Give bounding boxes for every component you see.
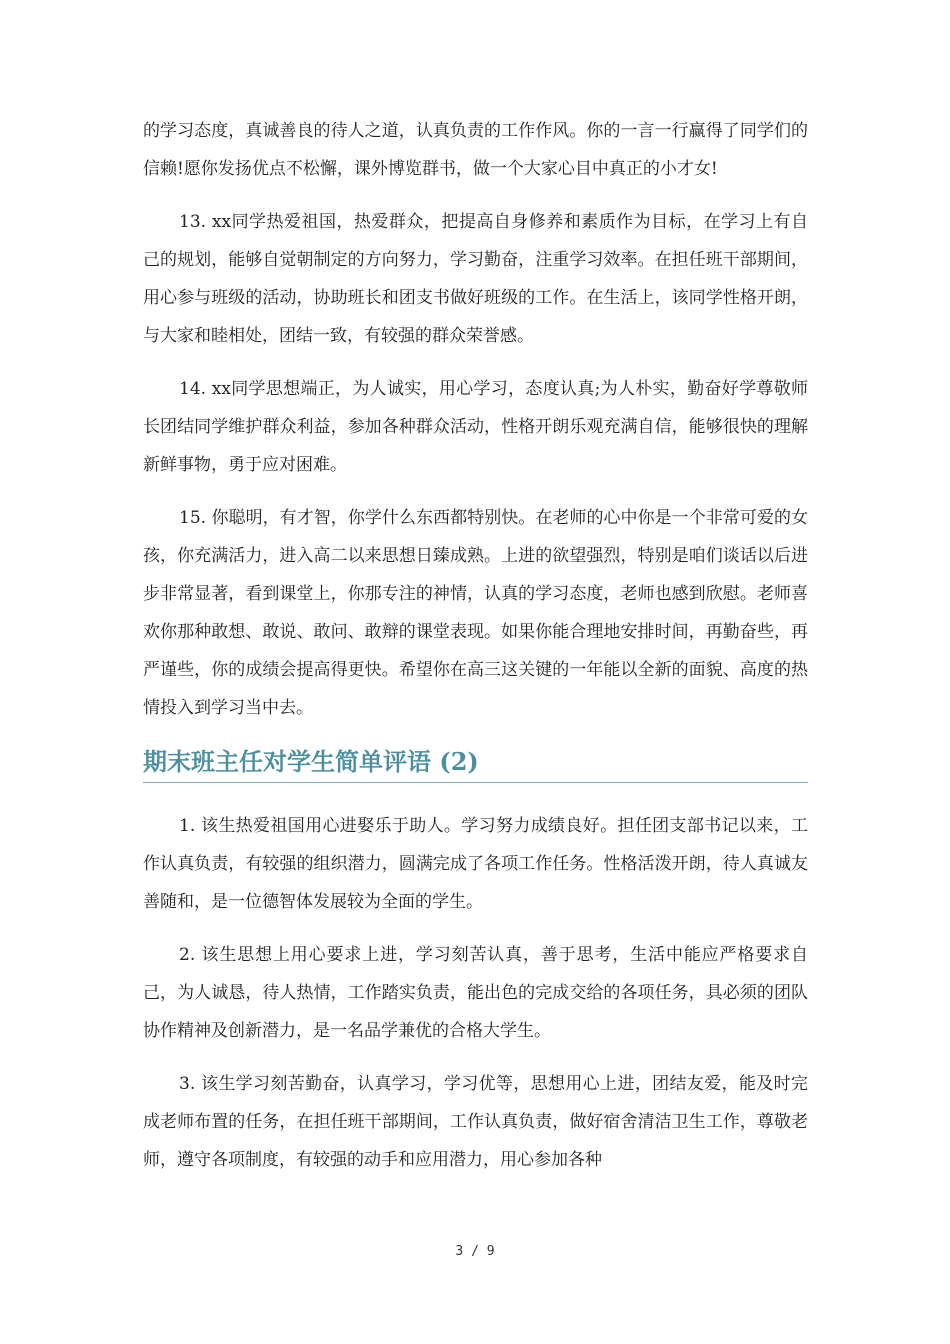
comment-item-2: 2. 该生思想上用心要求上进，学习刻苦认真，善于思考，生活中能应严格要求自己，为人诚恳，待人热情，工作踏实负责，能出色的完成交给的各项任务，具必须的团队协作精神及创新潜力，是一名品学兼优的合格大学生。 [143,945,808,1041]
comment-item-3: 3. 该生学习刻苦勤奋，认真学习，学习优等，思想用心上进，团结友爱，能及时完成老师布置的任务，在担任班干部期间，工作认真负责，做好宿舍清洁卫生工作，尊敬老师，遵守各项制度，有较强的动手和应用潜力，用心参加各种 [143,1074,808,1170]
section-heading: 期末班主任对学生简单评语 (2) [143,744,808,783]
page-content [143,112,808,1194]
comment-item-15: 15. 你聪明，有才智，你学什么东西都特别快。在老师的心中你是一个非常可爱的女孩，你充满活力，进入高二以来思想日臻成熟。上进的欲望强烈，特别是咱们谈话以后进步非常显著，看到课堂上，你那专注的神情，认真的学习态度，老师也感到欣慰。老师喜欢你那种敢想、敢说、敢问、敢辩的课堂表现。如果你能合理地安排时间，再勤奋些，再严谨些，你的成绩会提高得更快。希望你在高三这关键的一年能以全新的面貌、高度的热情投入到学习当中去。 [143,508,808,718]
comment-item-14: 14. xx同学思想端正，为人诚实，用心学习，态度认真;为人朴实，勤奋好学尊敬师长团结同学维护群众利益，参加各种群众活动，性格开朗乐观充满自信，能够很快的理解新鲜事物，勇于应对困难。 [143,379,808,475]
comment-item-13: 13. xx同学热爱祖国，热爱群众，把提高自身修养和素质作为目标，在学习上有自己的规划，能够自觉朝制定的方向努力，学习勤奋，注重学习效率。在担任班干部期间，用心参与班级的活动，协助班长和团支书做好班级的工作。在生活上，该同学性格开朗，与大家和睦相处，团结一致，有较强的群众荣誉感。 [143,212,808,346]
page-number: 3 / 9 [455,1244,495,1259]
continued-paragraph: 的学习态度，真诚善良的待人之道，认真负责的工作作风。你的一言一行赢得了同学们的信赖!愿你发扬优点不松懈，课外博览群书，做一个大家心目中真正的小才女! [143,121,808,179]
comment-item-1: 1. 该生热爱祖国用心进娶乐于助人。学习努力成绩良好。担任团支部书记以来，工作认真负责，有较强的组织潜力，圆满完成了各项工作任务。性格活泼开朗，待人真诚友善随和，是一位德智体发展较为全面的学生。 [143,816,808,912]
